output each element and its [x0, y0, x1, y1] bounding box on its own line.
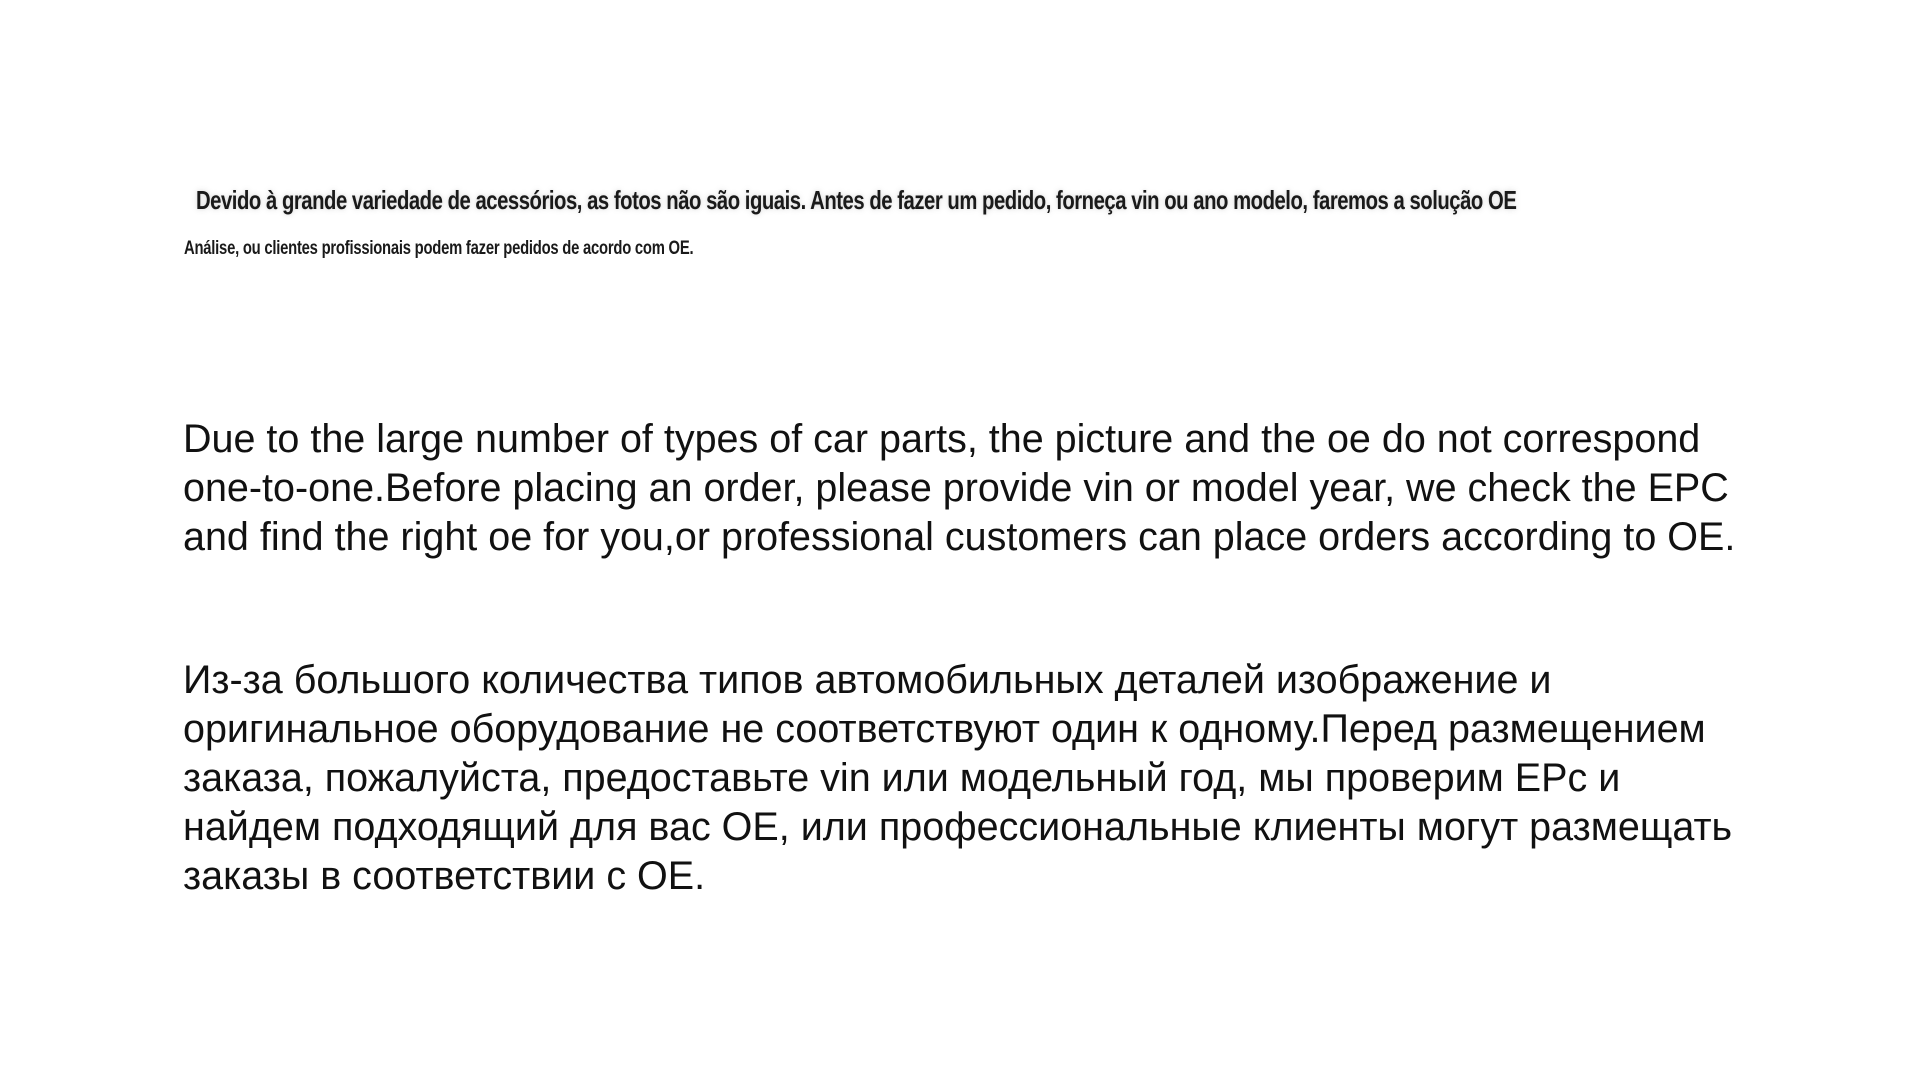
portuguese-notice-line-2: Análise, ou clientes profissionais podem fazer pedidos de acordo com OE.: [184, 238, 694, 259]
portuguese-notice-line-1: Devido à grande variedade de acessórios, as fotos não são iguais. Antes de fazer um pedido, forneça vin ou ano modelo, faremos a solução OE: [196, 185, 1517, 215]
english-notice-paragraph: Due to the large number of types of car parts, the picture and the oe do not correspond one-to-one.Before placing an order, please provide vin or model year, we check the EPC and find the right oe for you,or professional customers can place orders according to OE.: [183, 417, 1736, 559]
russian-notice-paragraph: Из-за большого количества типов автомобильных деталей изображение и оригинальное оборудование не соответствуют один к одному.Перед размещением заказа, пожалуйста, предоставьте vin или модельный год, мы проверим EPс и найдем подходящий для вас OE, или профессиональные клиенты могут размещать заказы в соответствии с OE.: [183, 658, 1733, 898]
